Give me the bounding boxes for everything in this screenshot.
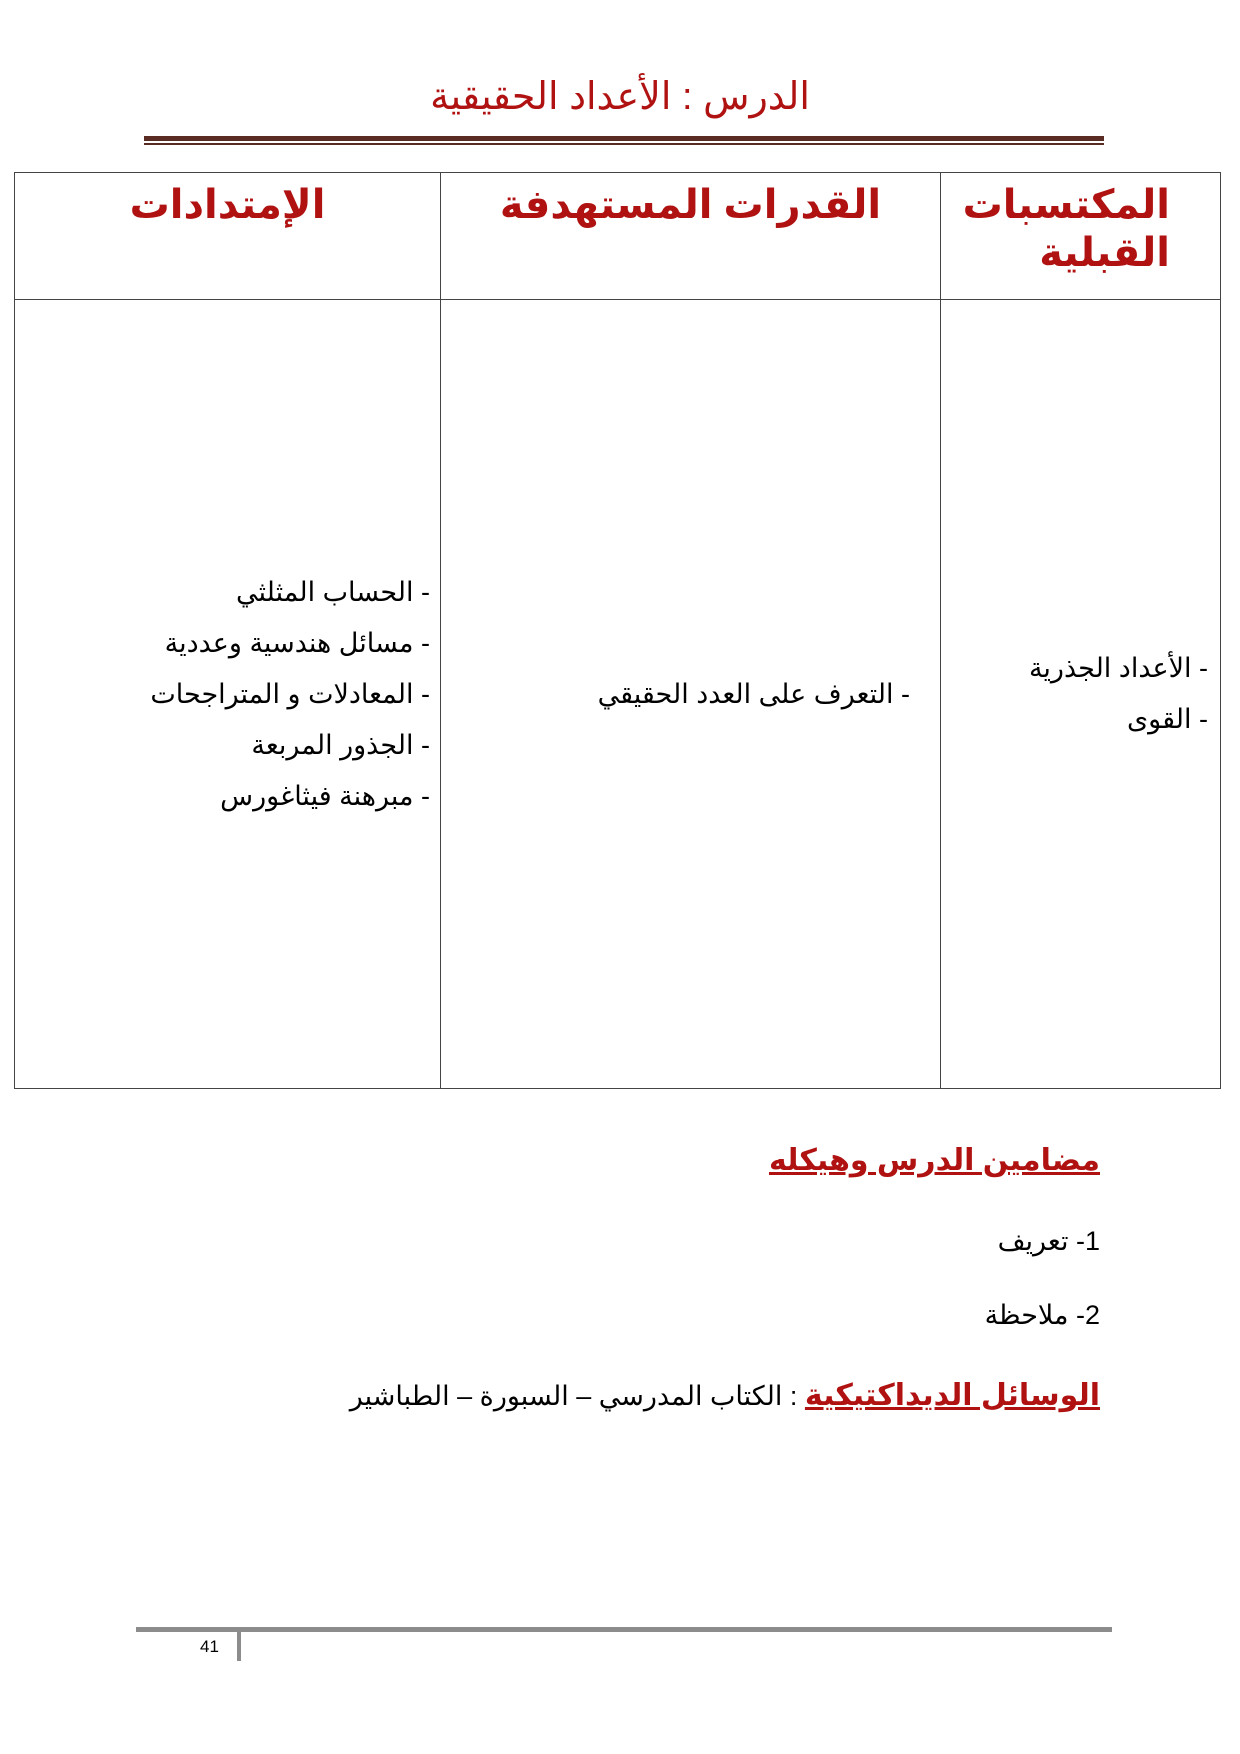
table-header-row: [15, 173, 1221, 300]
lesson-table: [14, 172, 1221, 1089]
header-extensions: الإمتدادات: [129, 183, 326, 227]
footer-tick: [237, 1631, 241, 1661]
tools-heading: الوسائل الديداكتيكية: [804, 1379, 1100, 1412]
list-item: - الأعداد الجذرية: [1028, 653, 1208, 683]
tools-line: [350, 1378, 1100, 1413]
list-item: - التعرف على العدد الحقيقي: [597, 678, 910, 709]
header-cell-extensions: [15, 173, 441, 300]
extensions-cell: [15, 300, 441, 1089]
list-item: - القوى: [1127, 704, 1208, 734]
header-targeted: القدرات المستهدفة: [499, 183, 882, 227]
page-title: الدرس : الأعداد الحقيقية: [430, 76, 810, 118]
prior-list: [941, 643, 1220, 745]
list-item: - المعادلات و المتراجحات: [150, 678, 430, 709]
title-rule-thick: [144, 136, 1104, 141]
contents-item: 2- ملاحظة: [984, 1300, 1100, 1330]
list-item: - الحساب المثلثي: [236, 576, 430, 607]
tools-separator: :: [782, 1381, 805, 1411]
targeted-list: [441, 669, 940, 720]
header-cell-prior: [941, 173, 1221, 300]
header-prior: المكتسبات القبلية: [962, 183, 1170, 275]
extensions-list: [15, 567, 440, 822]
footer-rule: [136, 1627, 1112, 1632]
contents-heading: مضامين الدرس وهيكله: [768, 1144, 1100, 1177]
contents-item: 1- تعريف: [997, 1226, 1100, 1256]
prior-cell: [941, 300, 1221, 1089]
tools-value: الكتاب المدرسي – السبورة – الطباشير: [349, 1381, 783, 1411]
header-cell-targeted: [441, 173, 941, 300]
list-item: - مبرهنة فيثاغورس: [220, 780, 430, 811]
title-rule-thin: [144, 143, 1104, 145]
list-item: - مسائل هندسية وعددية: [164, 627, 430, 658]
table-body-row: [15, 300, 1221, 1089]
list-item: - الجذور المربعة: [251, 729, 430, 760]
page-number: 41: [200, 1637, 219, 1656]
targeted-cell: [441, 300, 941, 1089]
